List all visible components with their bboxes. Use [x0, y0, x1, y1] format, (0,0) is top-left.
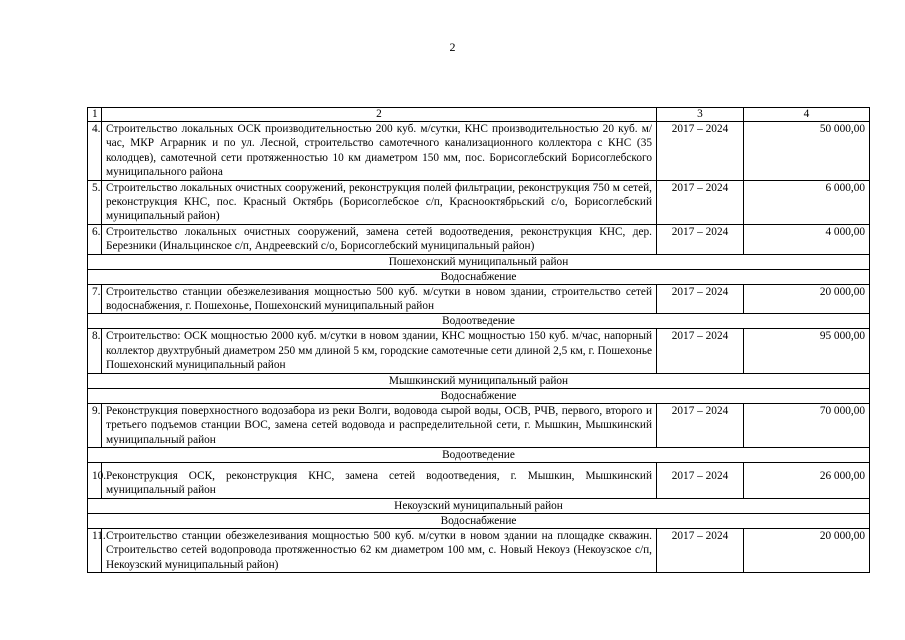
section-row — [88, 498, 870, 513]
page-number: 2 — [449, 40, 456, 54]
table-row — [88, 224, 870, 254]
row-number: 9. — [88, 403, 102, 447]
row-period: 2017 – 2024 — [657, 329, 744, 373]
section-title: Пошехонский муниципальный район — [88, 254, 870, 269]
section-row — [88, 254, 870, 269]
row-period: 2017 – 2024 — [657, 180, 744, 224]
header-col-1: 1 — [88, 108, 102, 122]
row-period: 2017 – 2024 — [657, 122, 744, 181]
header-col-4: 4 — [744, 108, 870, 122]
section-title: Водоснабжение — [88, 388, 870, 403]
section-title: Водоснабжение — [88, 269, 870, 284]
section-title: Водоотведение — [88, 447, 870, 462]
section-row — [88, 447, 870, 462]
row-amount: 26 000,00 — [744, 462, 870, 498]
row-description: Строительство локальных очистных сооружений, замена сетей водоотведения, реконструкция КНС, дер. Березники (Инальцинское с/п, Андреевский с/о, Борисоглебский муниципальный район) — [102, 224, 657, 254]
row-period: 2017 – 2024 — [657, 224, 744, 254]
header-col-3: 3 — [657, 108, 744, 122]
row-description: Строительство: ОСК мощностью 2000 куб. м/сутки в новом здании, КНС мощностью 150 куб. м/час, напорный коллектор двухтрубный диаметром 250 мм длиной 5 км, городские самотечные сети длиной 2,5 км, г. Пошехонье Пошехонский муниципальный район — [102, 329, 657, 373]
section-row — [88, 373, 870, 388]
section-row — [88, 388, 870, 403]
table-row — [88, 462, 870, 498]
row-description: Строительство локальных ОСК производительностью 200 куб. м/сутки, КНС производительностью 20 куб. м/час, МКР Аграрник и по ул. Лесной, строительство самотечного канализационного коллектора с КНС (35 колодцев), самотечной сети протяженностью 10 км диаметром 150 мм, пос. Борисоглебский Борисоглебского муниципального района — [102, 122, 657, 181]
row-number: 4. — [88, 122, 102, 181]
row-amount: 20 000,00 — [744, 284, 870, 314]
row-number: 7. — [88, 284, 102, 314]
row-amount: 50 000,00 — [744, 122, 870, 181]
row-period: 2017 – 2024 — [657, 462, 744, 498]
table-row — [88, 528, 870, 572]
row-description: Строительство локальных очистных сооружений, реконструкция полей фильтрации, реконструкция 750 м сетей, реконструкция КНС, пос. Красный Октябрь (Борисоглебское с/п, Краснооктябрьский с/о, Борисоглебский муниципальный район) — [102, 180, 657, 224]
section-title: Водоотведение — [88, 314, 870, 329]
section-row — [88, 314, 870, 329]
section-row — [88, 513, 870, 528]
table-row — [88, 180, 870, 224]
row-description: Строительство станции обезжелезивания мощностью 500 куб. м/сутки в новом здании на площадке скважин. Строительство сетей водопровода протяженностью 62 км диаметром 100 мм, с. Новый Некоуз (Некоузское с/п, Некоузский муниципальный район) — [102, 528, 657, 572]
row-period: 2017 – 2024 — [657, 403, 744, 447]
section-title: Мышкинский муниципальный район — [88, 373, 870, 388]
row-number: 8. — [88, 329, 102, 373]
row-description: Реконструкция ОСК, реконструкция КНС, замена сетей водоотведения, г. Мышкин, Мышкинский муниципальный район — [102, 462, 657, 498]
program-table — [87, 107, 870, 573]
table-row — [88, 403, 870, 447]
section-title: Некоузский муниципальный район — [88, 498, 870, 513]
row-amount: 70 000,00 — [744, 403, 870, 447]
table-header-row — [88, 108, 870, 122]
row-description: Строительство станции обезжелезивания мощностью 500 куб. м/сутки в новом здании, строительство сетей водоснабжения, г. Пошехонье, Пошехонский муниципальный район — [102, 284, 657, 314]
row-number: 6. — [88, 224, 102, 254]
row-amount: 6 000,00 — [744, 180, 870, 224]
row-period: 2017 – 2024 — [657, 528, 744, 572]
section-title: Водоснабжение — [88, 513, 870, 528]
row-number: 11. — [88, 528, 102, 572]
table-row — [88, 122, 870, 181]
row-amount: 4 000,00 — [744, 224, 870, 254]
table-row — [88, 329, 870, 373]
row-number: 5. — [88, 180, 102, 224]
row-period: 2017 – 2024 — [657, 284, 744, 314]
row-description: Реконструкция поверхностного водозабора из реки Волги, водовода сырой воды, ОСВ, РЧВ, первого, второго и третьего подъемов станции ВОС, замена сетей водовода и распределительной сети, г. Мышкин, Мышкинский муниципальный район — [102, 403, 657, 447]
row-number: 10. — [88, 462, 102, 498]
header-col-2: 2 — [102, 108, 657, 122]
row-amount: 20 000,00 — [744, 528, 870, 572]
table-row — [88, 284, 870, 314]
section-row — [88, 269, 870, 284]
row-amount: 95 000,00 — [744, 329, 870, 373]
